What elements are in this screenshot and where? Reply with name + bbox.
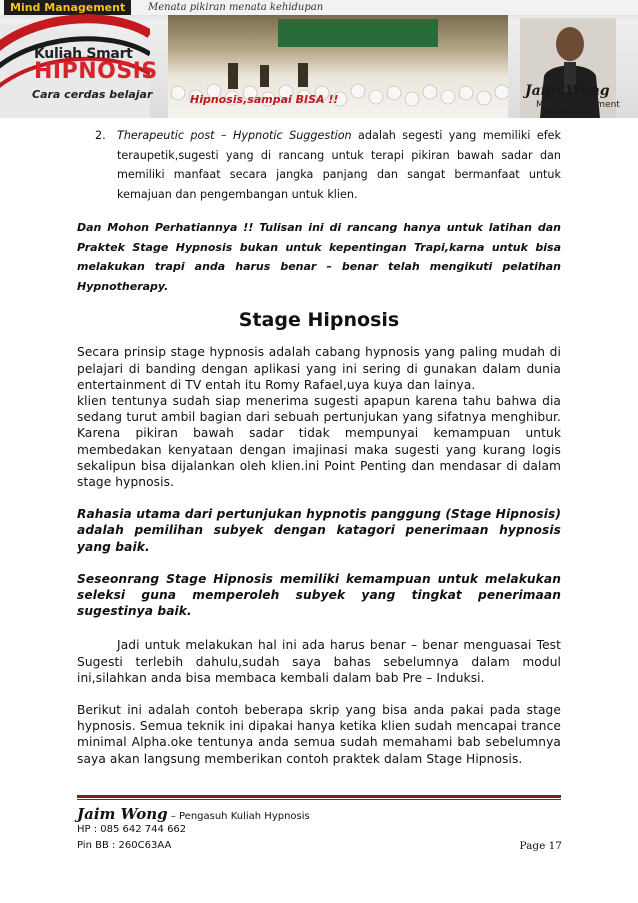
logo-hipnosis: HIPNOSIS [34, 59, 158, 84]
footer-phone: HP : 085 642 744 662 [77, 824, 187, 835]
header-banner [0, 0, 638, 118]
footer-author [77, 806, 310, 825]
paragraph-2: klien tentunya sudah siap menerima sugesti apapun karena tahu bahwa dia sedang turut ambil bagian dari sebuah pertunjukan yang sifatnya menghibur. Karena pikiran bawah sadar tidak mempunyai kemampuan untuk membedakan kenyataan dengan imajinasi maka sugesti yang kurang logis sekalipun bisa dijalankan oleh klien.ini Point Penting dan mendasar di dalam stage hypnosis. [77, 393, 561, 489]
footer-rule [77, 795, 561, 798]
item-number: 2. [95, 129, 106, 142]
page-body [77, 118, 561, 767]
notice-paragraph: Dan Mohon Perhatiannya !! Tulisan ini di rancang hanya untuk latihan dan Praktek Stage Hypnosis bukan untuk kepentingan Trapi,karna untuk bisa melakukan trapi anda harus benar – benar telah mengikuti pelatihan Hypnotherapy. [77, 221, 561, 293]
stage-screen [278, 19, 438, 47]
kuliah-smart-logo [26, 42, 188, 106]
banner-signature: Jaim Wong [525, 83, 610, 99]
section-heading: Stage Hipnosis [238, 309, 400, 332]
footer-rule-thin [77, 799, 561, 800]
logo-line-3: Cara cerdas belajar [32, 88, 153, 101]
banner-signature-sub: Mind Management [536, 100, 620, 110]
paragraph-3: Jadi untuk melakukan hal ini ada harus benar – benar menguasai Test Sugesti terlebih dahulu,sudah saya bahas sebelumnya dalam modul ini,silahkan anda bisa membaca kembali dalam bab Pre – Induksi. [77, 638, 561, 685]
bold-paragraph-2: Seseonrang Stage Hipnosis memiliki kemampuan untuk melakukan seleksi guna memperoleh subyek yang tingkat penerimaan sugestinya baik. [77, 571, 561, 619]
brand-label: Mind Management [4, 0, 131, 15]
numbered-item-2 [77, 126, 561, 204]
footer-author-name: Jaim Wong [77, 805, 168, 823]
brand-tagline: Menata pikiran menata kehidupan [148, 2, 324, 13]
item-text: adalah segesti yang memiliki efek teraupetik,sugesti yang di rancang untuk terapi pikiran bawah sadar dan memiliki manfaat secara jangka panjang dan sangat bermanfaat untuk kemajuan dan pengembangan untuk klien. [117, 129, 561, 201]
bold-paragraph-1: Rahasia utama dari pertunjukan hypnotis panggung (Stage Hipnosis) adalah pemilihan subyek dengan katagori penerimaan hypnosis yang baik. [77, 507, 561, 554]
logo-line-3-tail: Hipnosis,sampai BISA !! [190, 93, 339, 106]
paragraph-1: Secara prinsip stage hypnosis adalah cabang hypnosis yang paling mudah di pelajari di banding dengan aplikasi yang ini sering di gunakan dalam dunia entertainment di TV entah itu Romy Rafael,uya kuya dan lainya. [77, 345, 561, 392]
paragraph-4: Berikut ini adalah contoh beberapa skrip yang bisa anda pakai pada stage hypnosis. Semua teknik ini dipakai hanya ketika klien sudah mencapai trance minimal Alpha.oke tentunya anda semua sudah memahami bab sebelumnya saya akan langsung memberikan contoh praktek dalam Stage Hipnosis. [77, 703, 561, 766]
page-number: Page 17 [519, 840, 562, 852]
item-lead: Therapeutic post – Hypnotic Suggestion [117, 129, 352, 142]
logo-line-1: Kuliah Smart [34, 46, 133, 62]
footer-author-role: – Pengasuh Kuliah Hypnosis [167, 811, 310, 822]
footer-pin: Pin BB : 260C63AA [77, 840, 172, 851]
audience-graphic [168, 63, 508, 118]
